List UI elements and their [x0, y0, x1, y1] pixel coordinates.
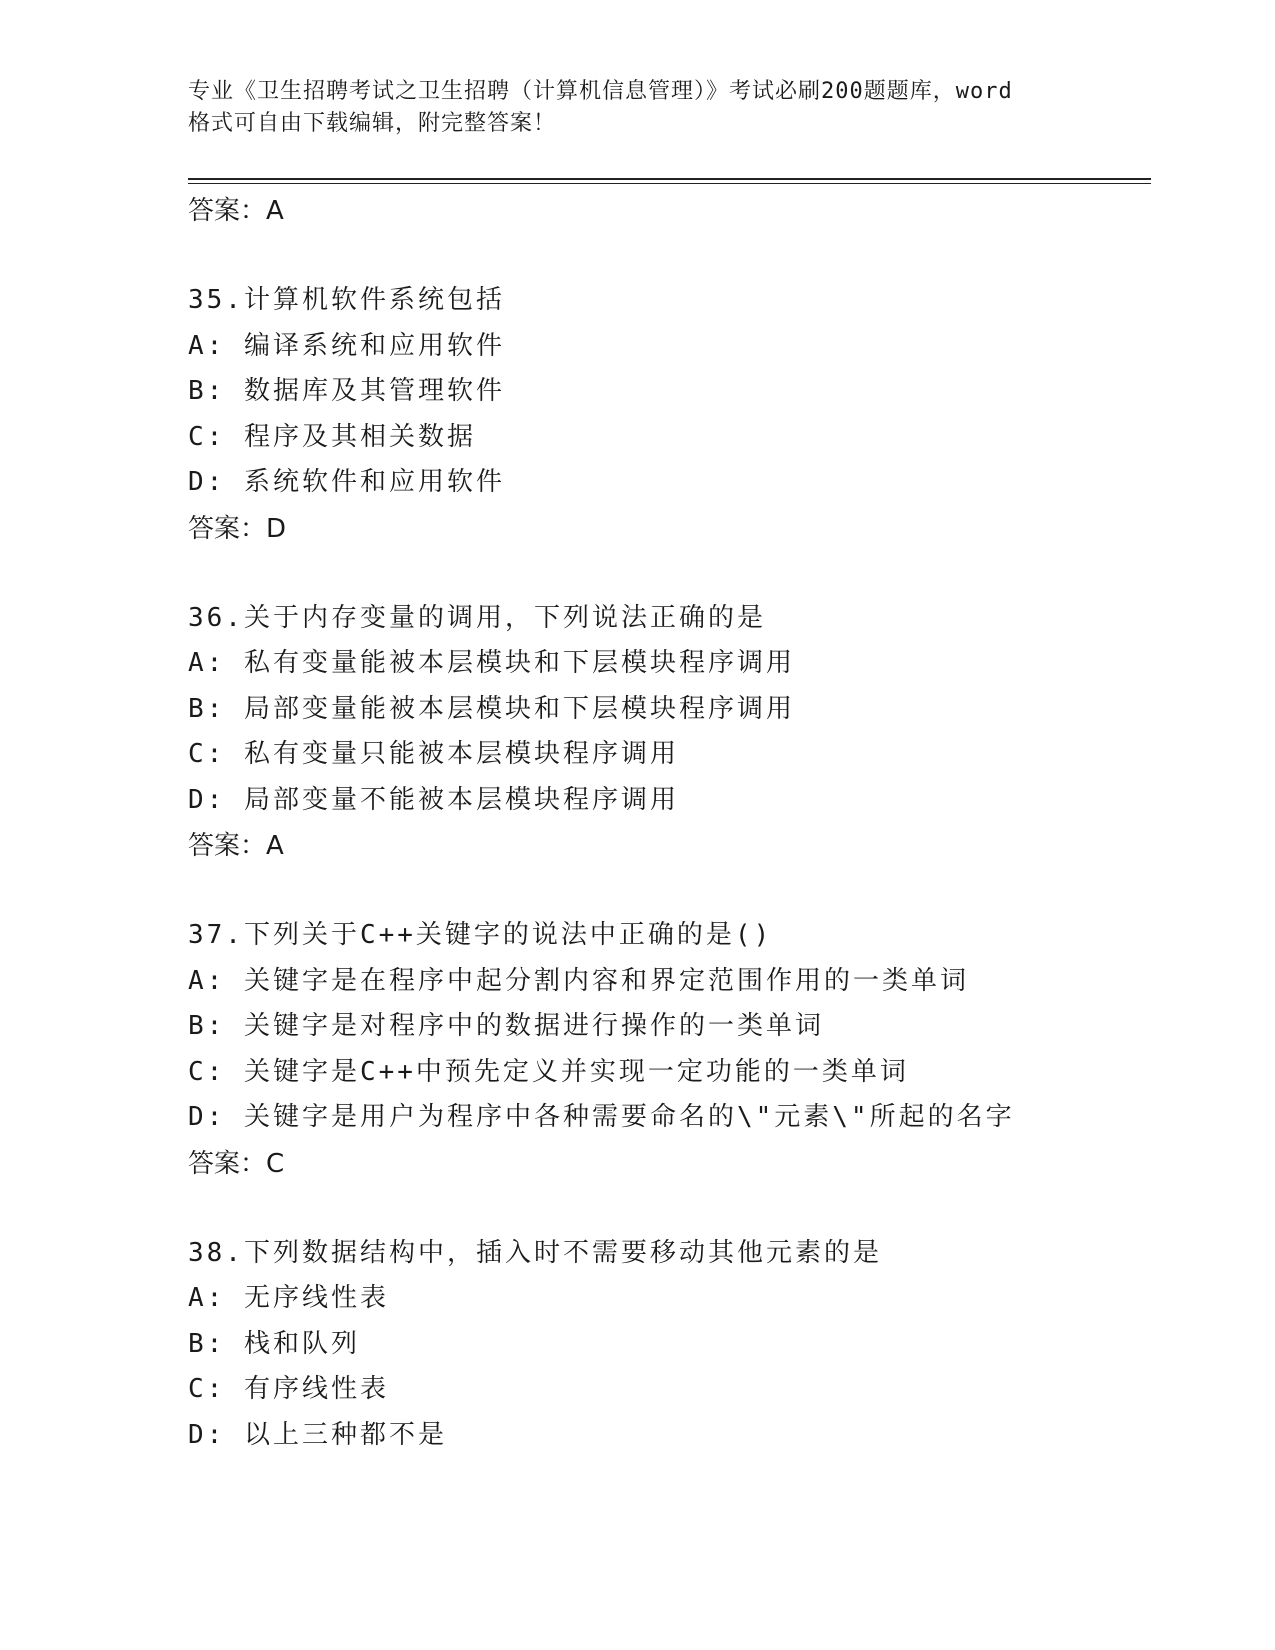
option-d: D: 关键字是用户为程序中各种需要命名的\"元素\"所起的名字	[188, 1102, 1015, 1132]
option-a: A: 无序线性表	[188, 1283, 389, 1313]
option-b: B: 局部变量能被本层模块和下层模块程序调用	[188, 693, 795, 724]
answer: 答案：C	[188, 1148, 285, 1179]
option-c: C: 私有变量只能被本层模块程序调用	[188, 739, 679, 769]
question-37	[188, 913, 1168, 1187]
header-divider-thick	[188, 178, 1151, 180]
document-header	[188, 76, 1088, 140]
header-title-line-2: 格式可自由下载编辑，附完整答案！	[188, 111, 557, 136]
header-divider-thin	[188, 183, 1151, 184]
previous-answer: 答案：A	[188, 196, 284, 226]
option-d: D: 以上三种都不是	[188, 1419, 447, 1450]
question-35	[188, 278, 1168, 552]
option-b: B: 关键字是对程序中的数据进行操作的一类单词	[188, 1011, 824, 1041]
option-b: B: 数据库及其管理软件	[188, 376, 505, 406]
option-c: C: 有序线性表	[188, 1374, 389, 1404]
option-a: A: 私有变量能被本层模块和下层模块程序调用	[188, 648, 795, 678]
option-a: A: 编译系统和应用软件	[188, 330, 505, 361]
question-stem: 37.下列关于C++关键字的说法中正确的是()	[188, 920, 773, 950]
option-a: A: 关键字是在程序中起分割内容和界定范围作用的一类单词	[188, 965, 969, 996]
question-stem: 35.计算机软件系统包括	[188, 285, 505, 315]
question-36	[188, 596, 1168, 870]
option-c: C: 程序及其相关数据	[188, 421, 476, 452]
question-38	[188, 1231, 1168, 1459]
option-d: D: 局部变量不能被本层模块程序调用	[188, 784, 679, 815]
question-stem: 36.关于内存变量的调用，下列说法正确的是	[188, 602, 766, 633]
option-d: D: 系统软件和应用软件	[188, 467, 505, 497]
question-stem: 38.下列数据结构中，插入时不需要移动其他元素的是	[188, 1237, 882, 1268]
answer: 答案：D	[188, 513, 287, 544]
option-c: C: 关键字是C++中预先定义并实现一定功能的一类单词	[188, 1056, 909, 1087]
header-title-line-1: 专业《卫生招聘考试之卫生招聘（计算机信息管理）》考试必刷200题题库，word	[188, 79, 1013, 104]
question-list	[188, 188, 1168, 1502]
option-b: B: 栈和队列	[188, 1328, 360, 1359]
answer: 答案：A	[188, 831, 284, 861]
